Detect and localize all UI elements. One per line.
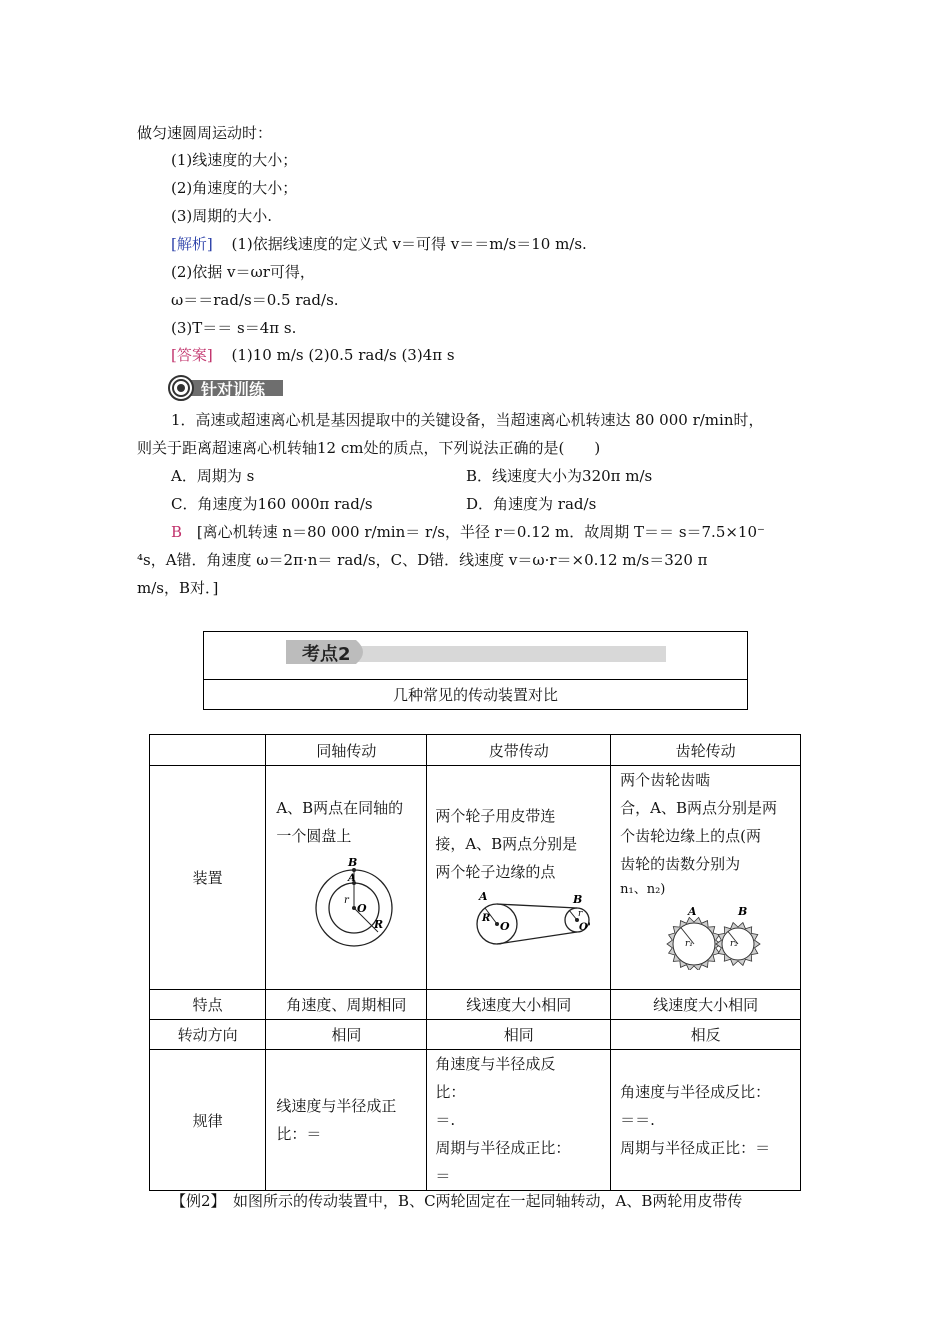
answer-line — [171, 344, 455, 366]
cell-text: 周期与半径成正比：＝ — [620, 1139, 771, 1157]
cell — [611, 1050, 801, 1191]
cell-text: 合，A、B两点分别是两 — [620, 799, 777, 817]
text-line: (3)T＝＝ s＝4π s. — [171, 319, 297, 337]
analysis-body: (1)依据线速度的定义式 v＝可得 v＝＝m/s＝10 m/s. — [231, 235, 587, 253]
cell-text: A、B两点在同轴的 — [276, 799, 404, 817]
svg-text:r: r — [578, 909, 583, 919]
cell-text: 一个圆盘上 — [276, 827, 352, 845]
table-row — [150, 990, 801, 1020]
cell-text: 两个轮子边缘的点 — [435, 863, 556, 881]
answer-body: (1)10 m/s (2)0.5 rad/s (3)4π s — [231, 346, 455, 364]
solution-line — [171, 521, 765, 543]
header-cell — [150, 735, 266, 766]
cell-text: ＝＝. — [620, 1111, 655, 1129]
svg-text:R: R — [482, 913, 491, 924]
label-R: R — [374, 918, 384, 931]
text-line: ω＝＝rad/s＝0.5 rad/s. — [171, 291, 339, 309]
svg-text:B: B — [738, 906, 748, 918]
practice-heading — [168, 375, 283, 401]
text-line: (2)角速度的大小； — [171, 179, 298, 197]
text-line: 做匀速圆周运动时： — [137, 124, 273, 142]
header-cell: 齿轮传动 — [611, 735, 801, 766]
option-c: C．角速度为160 000π rad/s — [171, 495, 373, 513]
header-cell: 皮带传动 — [427, 735, 611, 766]
coaxial-figure — [306, 852, 426, 952]
cell — [266, 1050, 427, 1191]
cell-text: 角速度与半径成反 — [435, 1055, 556, 1073]
svg-text:O': O' — [579, 922, 592, 933]
table-header-row — [150, 735, 801, 766]
cell-text: ＝. — [435, 1111, 456, 1129]
cell-text: 两个轮子用皮带连 — [435, 807, 556, 825]
table-row — [150, 1050, 801, 1191]
belt-cell — [427, 766, 611, 990]
gear-figure — [658, 906, 768, 970]
cell-text: 个齿轮边缘上的点(两 — [620, 827, 761, 845]
cell-text: 两个齿轮齿啮 — [620, 771, 711, 789]
cell-text: 齿轮的齿数分别为 — [620, 855, 741, 873]
option-d: D．角速度为 rad/s — [466, 495, 597, 513]
svg-text:A: A — [479, 890, 488, 903]
text-line: (2)依据 v＝ωr可得， — [171, 263, 315, 281]
solution-letter: B — [171, 523, 183, 541]
label-o: O — [357, 902, 367, 915]
text-line: (3)周期的大小. — [171, 207, 273, 225]
heading-text: 针对训练 — [201, 380, 266, 399]
cell: 线速度大小相同 — [611, 990, 801, 1020]
row-label: 装置 — [150, 766, 266, 990]
comparison-table — [149, 734, 801, 1191]
cell: 线速度大小相同 — [427, 990, 611, 1020]
coaxial-cell — [266, 766, 427, 990]
cell: 相反 — [611, 1020, 801, 1050]
row-label: 规律 — [150, 1050, 266, 1191]
svg-text:r₂: r₂ — [730, 939, 739, 949]
cell — [427, 1050, 611, 1191]
belt-figure — [465, 890, 605, 950]
solution-body: [离心机转速 n＝80 000 r/min＝ r/s，半径 r＝0.12 m．故周期 T＝＝ s＝7.5×10⁻ — [196, 523, 765, 541]
table-row — [150, 766, 801, 990]
question-line: 则关于距离超速离心机转轴12 cm处的质点，下列说法正确的是( ) — [137, 439, 601, 457]
answer-tag: [答案] — [171, 346, 213, 364]
cell-text: 比：＝ — [276, 1125, 322, 1143]
topic-box — [203, 631, 748, 710]
table-row — [150, 1020, 801, 1050]
topic-title: 几种常见的传动装置对比 — [392, 686, 558, 704]
option-a: A．周期为 s — [171, 467, 255, 485]
topic-label: 考点2 — [302, 644, 351, 665]
svg-text:A: A — [688, 906, 697, 918]
row-label: 特点 — [150, 990, 266, 1020]
svg-text:O: O — [500, 920, 510, 933]
label-r: r — [344, 895, 350, 906]
example-line: 【例2】 如图所示的传动装置中，B、C两轮固定在一起同轴转动，A、B两轮用皮带传 — [171, 1192, 743, 1210]
text-line: (1)线速度的大小； — [171, 151, 298, 169]
cell-text: ＝ — [435, 1167, 451, 1185]
cell-text: 比： — [435, 1083, 466, 1101]
svg-text:B: B — [573, 893, 583, 906]
analysis-tag: [解析] — [171, 235, 213, 253]
cell-text: n₁、n₂) — [620, 882, 666, 897]
label-a: A — [348, 873, 357, 884]
cell: 相同 — [266, 1020, 427, 1050]
analysis-line — [171, 233, 587, 255]
header-cell: 同轴传动 — [266, 735, 427, 766]
option-b: B．线速度大小为320π m/s — [466, 467, 653, 485]
cell-text: 接，A、B两点分别是 — [435, 835, 578, 853]
cell-text: 角速度与半径成反比： — [620, 1083, 771, 1101]
cell: 相同 — [427, 1020, 611, 1050]
svg-text:r₁: r₁ — [685, 939, 694, 949]
row-label: 转动方向 — [150, 1020, 266, 1050]
label-b: B — [348, 856, 358, 869]
question-line: 1．高速或超速离心机是基因提取中的关键设备，当超速离心机转速达 80 000 r/min时， — [171, 411, 764, 429]
solution-line: m/s，B对．] — [137, 579, 219, 597]
cell: 角速度、周期相同 — [266, 990, 427, 1020]
gear-cell — [611, 766, 801, 990]
solution-line: ⁴s，A错．角速度 ω＝2π·n＝ rad/s，C、D错．线速度 v＝ω·r＝×0.12 m/s＝320 π — [137, 551, 708, 569]
cell-text: 线速度与半径成正 — [276, 1097, 397, 1115]
cell-text: 周期与半径成正比： — [435, 1139, 571, 1157]
